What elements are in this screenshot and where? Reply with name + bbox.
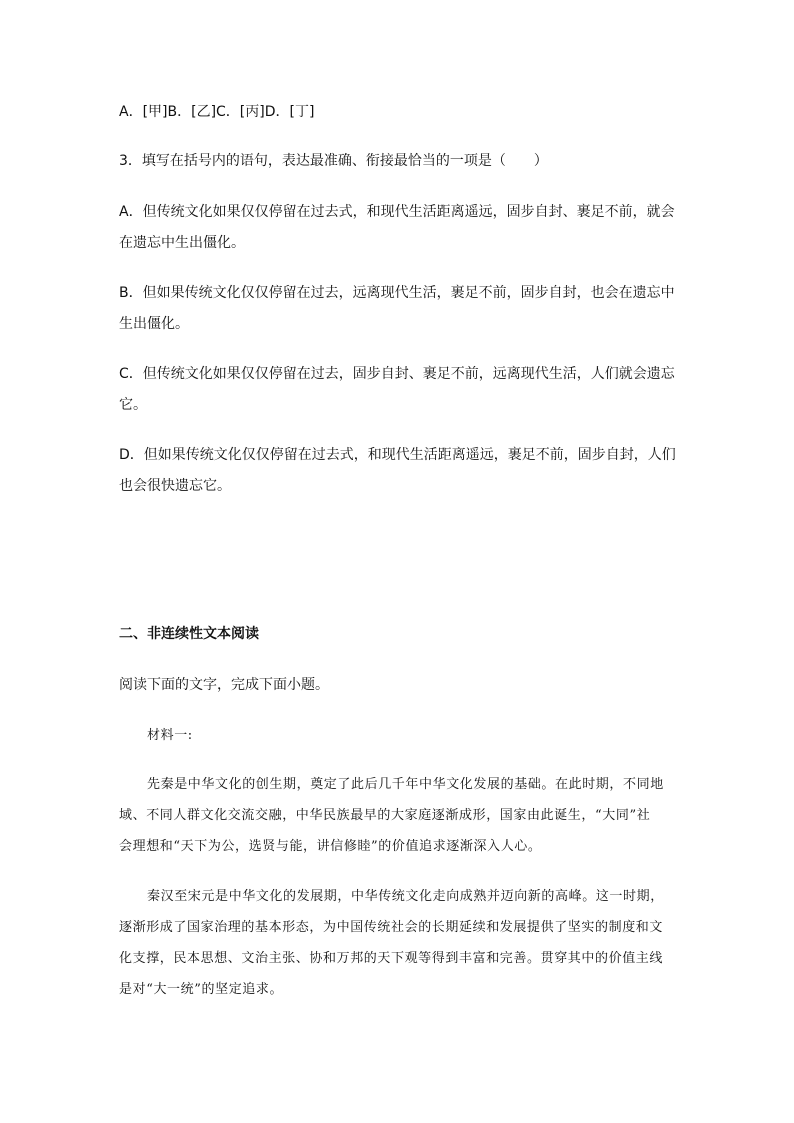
q3-option-a-line: A．但传统文化如果仅仅停留在过去式，和现代生活距离遥远，固步自封、裹足不前，就会 [119, 204, 675, 220]
paragraph-line: 域、不同人群文化交流交融，中华民族最早的大家庭逐渐成形，国家由此诞生，“大同”社 [119, 808, 651, 823]
q2-options-text: A．[甲]B．[乙]C．[丙]D．[丁] [119, 104, 315, 120]
paragraph-line: 化支撑，民本思想、文治主张、协和万邦的天下观等得到丰富和完善。贯穿其中的价值主线 [119, 951, 664, 966]
q3-option-c-line: 它。 [119, 397, 147, 413]
paragraph-line: 先秦是中华文化的创生期，奠定了此后几千年中华文化发展的基础。在此时期，不同地 [147, 777, 664, 792]
paragraph-line: 是对“大一统”的坚定追求。 [119, 982, 284, 997]
section-instruction: 阅读下面的文字，完成下面小题。 [119, 677, 329, 693]
paragraph-line: 逐渐形成了国家治理的基本形态，为中国传统社会的长期延续和发展提供了坚实的制度和文 [119, 920, 664, 935]
q3-option-d-line: D．但如果传统文化仅仅停留在过去式，和现代生活距离遥远，裹足不前，固步自封，人们 [119, 447, 676, 463]
q3-stem: 3．填写在括号内的语句，表达最准确、衔接最恰当的一项是（ ） [119, 153, 548, 169]
q3-option-b-line: 生出僵化。 [119, 316, 189, 332]
q3-option-c-line: C．但传统文化如果仅仅停留在过去，固步自封、裹足不前，远离现代生活，人们就会遗忘 [119, 366, 675, 382]
q3-option-b-line: B．但如果传统文化仅仅停留在过去，远离现代生活，裹足不前，固步自封，也会在遗忘中 [119, 285, 675, 301]
section-heading: 二、非连续性文本阅读 [119, 626, 259, 642]
paragraph-line: 秦汉至宋元是中华文化的发展期，中华传统文化走向成熟并迈向新的高峰。这一时期， [147, 889, 664, 904]
q3-option-a-line: 在遗忘中生出僵化。 [119, 235, 245, 251]
paragraph-line: 会理想和“天下为公，选贤与能，讲信修睦”的价值追求逐渐深入人心。 [119, 839, 542, 854]
q3-option-d-line: 也会很快遗忘它。 [119, 478, 231, 494]
material-label: 材料一: [147, 728, 193, 743]
